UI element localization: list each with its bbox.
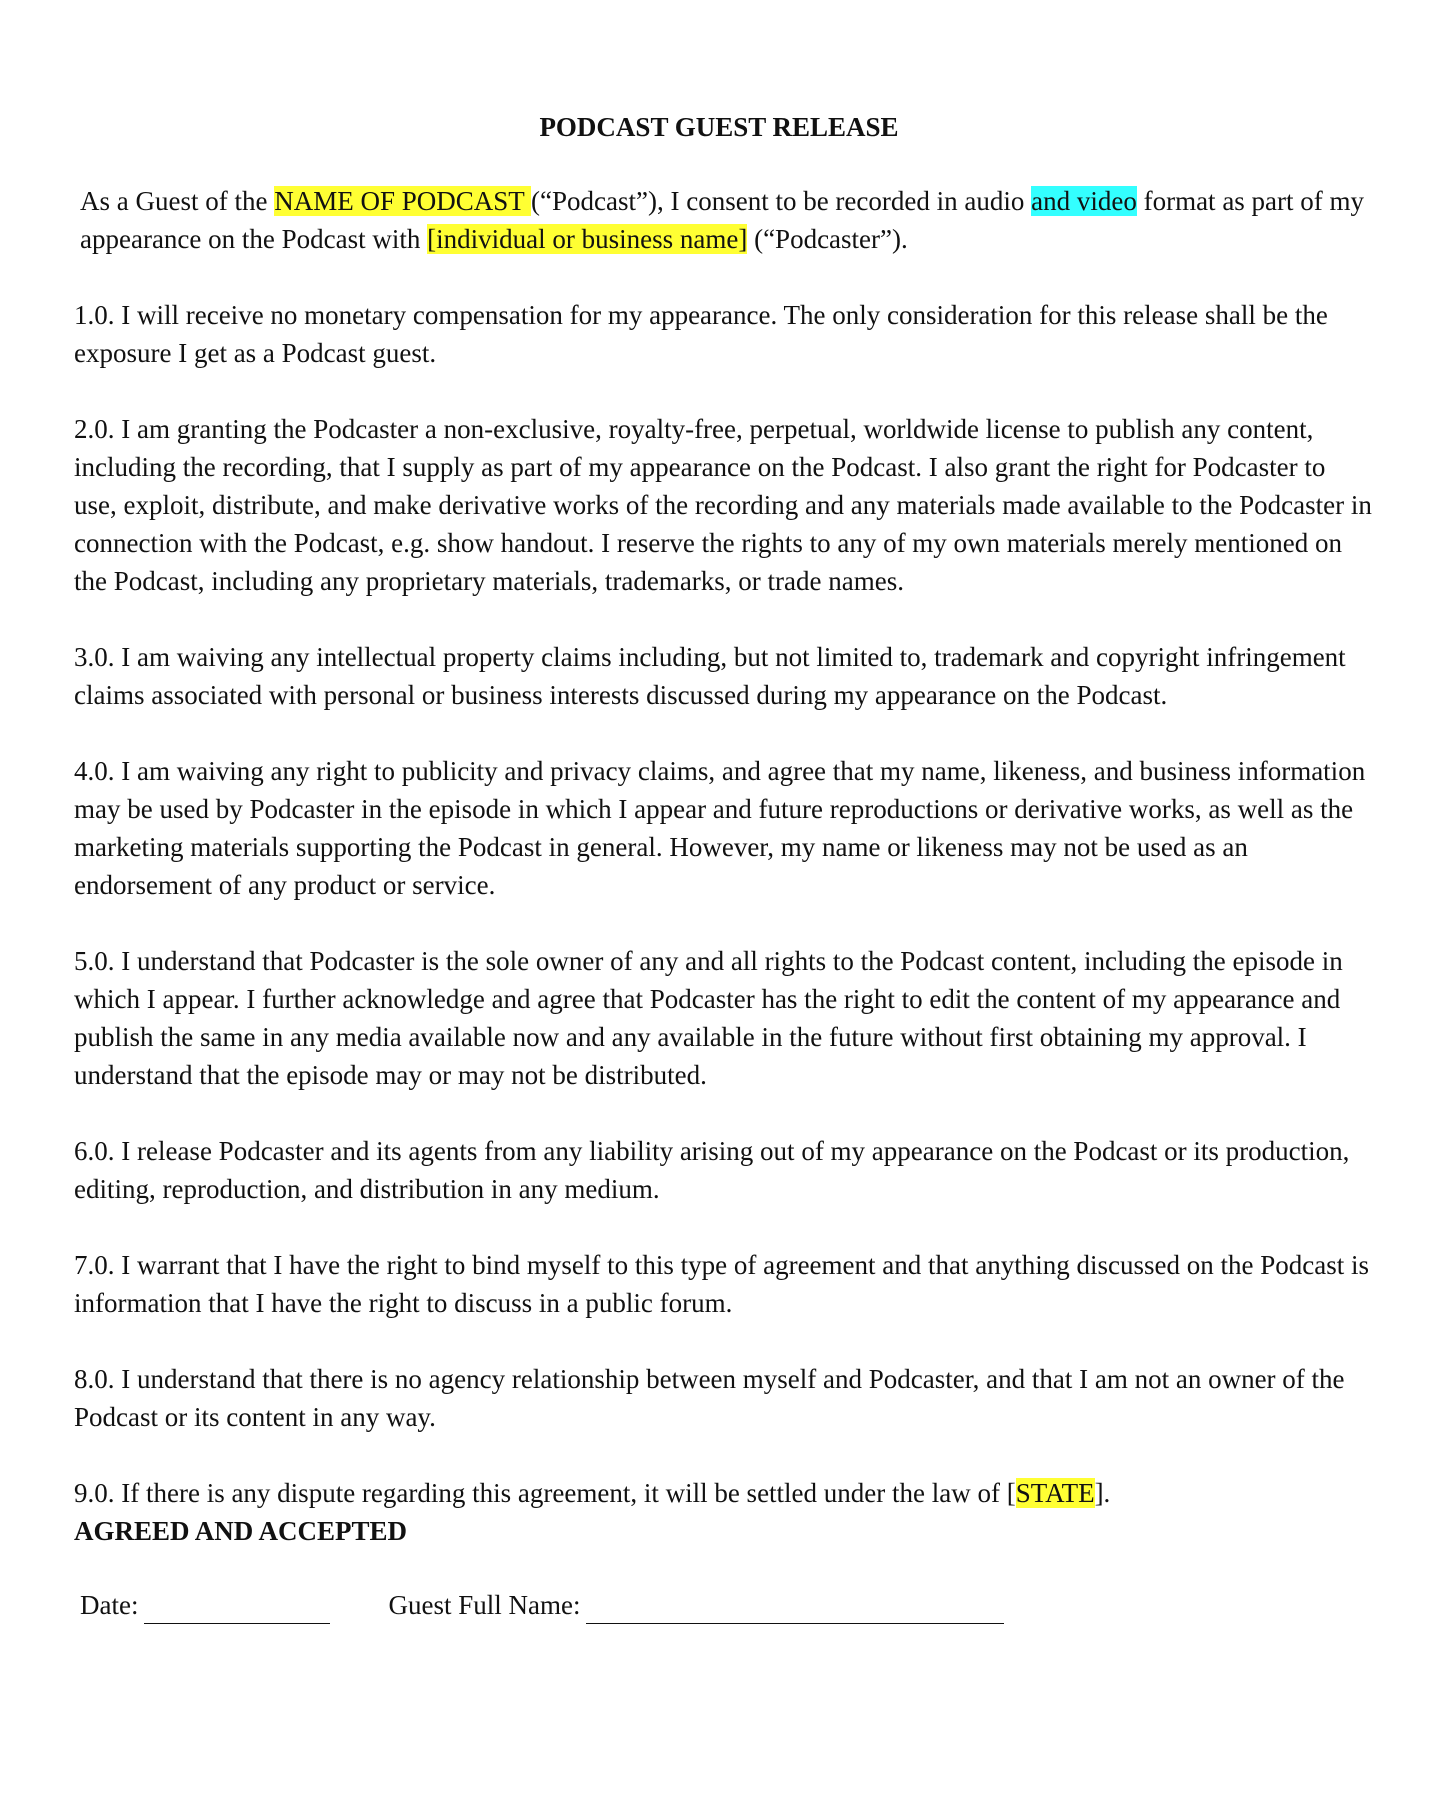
clause-2: 2.0. I am granting the Podcaster a non-exclusive, royalty-free, perpetual, worldwide license to publish any content, including the recording, that I supply as part of my appearance on the Podcast. I also grant the right for Podcaster to use, exploit, distribute, and make derivative works of the recording and any materials made available to the Podcaster in connection with the Podcast, e.g. show handout. I reserve the rights to any of my own materials merely mentioned on the Podcast, including any proprietary materials, trademarks, or trade names. xyxy=(74,414,1372,596)
date-label: Date: xyxy=(80,1590,139,1620)
guest-name-field-line[interactable] xyxy=(586,1597,1004,1624)
agreed-heading: AGREED AND ACCEPTED xyxy=(74,1516,408,1546)
clause-3: 3.0. I am waiving any intellectual property claims including, but not limited to, trademark and copyright infringement claims associated with personal or business interests discussed during my appearance on the Podcast. xyxy=(74,642,1346,710)
intro-text-3: format as part of my appearance on the Podcast with xyxy=(80,186,1365,254)
intro-text-4: (“Podcaster”). xyxy=(747,224,908,254)
intro-text-2: (“Podcast”), I consent to be recorded in audio xyxy=(531,186,1032,216)
document-title: PODCAST GUEST RELEASE xyxy=(539,112,899,142)
guest-name-label: Guest Full Name: xyxy=(388,1590,581,1620)
podcast-name-placeholder: NAME OF PODCAST xyxy=(274,186,532,216)
clause-1: 1.0. I will receive no monetary compensation for my appearance. The only consideration for this release shall be the exposure I get as a Podcast guest. xyxy=(74,300,1328,368)
document-page xyxy=(74,108,1374,1624)
intro-text-1: As a Guest of the xyxy=(80,186,275,216)
clause-8: 8.0. I understand that there is no agency relationship between myself and Podcaster, and that I am not an owner of the Podcast or its content in any way. xyxy=(74,1364,1345,1432)
clause-9 xyxy=(74,1474,1374,1512)
clause-9-text-1: 9.0. If there is any dispute regarding this agreement, it will be settled under the law of [ xyxy=(74,1478,1016,1508)
signature-row xyxy=(74,1586,1374,1624)
clause-4: 4.0. I am waiving any right to publicity and privacy claims, and agree that my name, likeness, and business information may be used by Podcaster in the episode in which I appear and future reproductions or derivative works, as well as the marketing materials supporting the Podcast in general. However, my name or likeness may not be used as an endorsement of any product or service. xyxy=(74,756,1366,900)
date-field-line[interactable] xyxy=(144,1597,330,1624)
intro-paragraph xyxy=(74,182,1374,258)
video-highlight: and video xyxy=(1031,186,1137,216)
clause-5: 5.0. I understand that Podcaster is the sole owner of any and all rights to the Podcast content, including the episode in which I appear. I further acknowledge and agree that Podcaster has the right to edit the content of my appearance and publish the same in any media available now and any available in the future without first obtaining my approval. I understand that the episode may or may not be distributed. xyxy=(74,946,1343,1090)
clause-7: 7.0. I warrant that I have the right to bind myself to this type of agreement and that anything discussed on the Podcast is information that I have the right to discuss in a public forum. xyxy=(74,1250,1369,1318)
podcaster-name-placeholder: [individual or business name] xyxy=(427,224,748,254)
clause-9-text-2: ]. xyxy=(1094,1478,1111,1508)
clause-6: 6.0. I release Podcaster and its agents from any liability arising out of my appearance on the Podcast or its production, editing, reproduction, and distribution in any medium. xyxy=(74,1136,1350,1204)
state-placeholder: STATE xyxy=(1015,1478,1095,1508)
